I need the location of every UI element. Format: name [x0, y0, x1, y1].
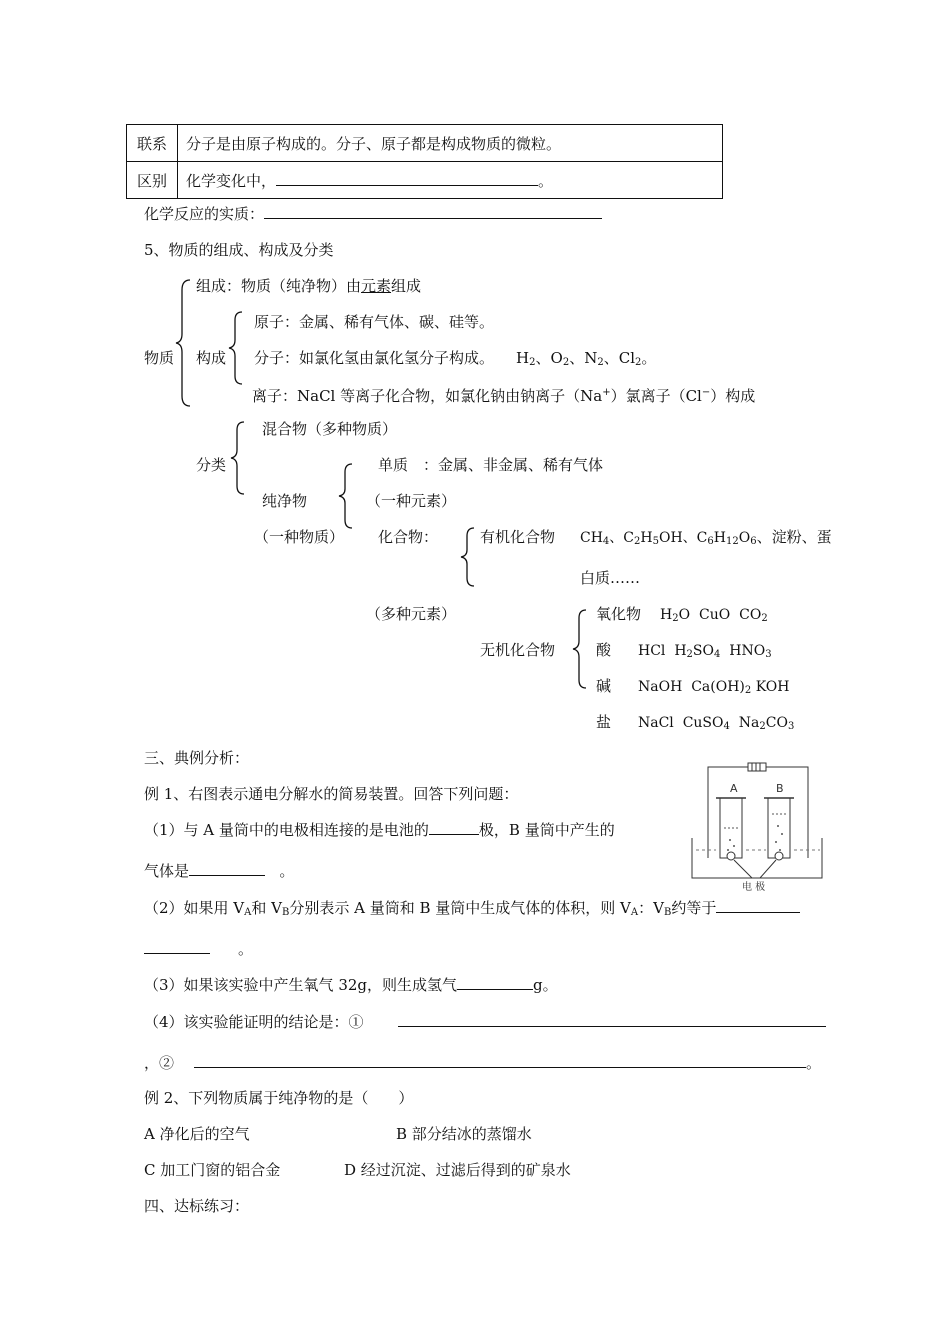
answer-blank[interactable]	[398, 1012, 826, 1027]
construction-brace-icon	[226, 310, 246, 386]
example-2-question: 例 2、下列物质属于纯净物的是（ ）	[144, 1089, 414, 1107]
example-2-option-b[interactable]: B 部分结冰的蒸馏水	[396, 1125, 532, 1143]
answer-blank[interactable]	[144, 939, 210, 954]
example-1-q4: （4）该实验能证明的结论是：①	[144, 1012, 826, 1032]
table-key-diff: 区别	[127, 162, 178, 199]
table-row	[127, 125, 723, 162]
salt-label: 盐	[596, 713, 612, 731]
comparison-table	[126, 124, 723, 199]
example-1-q1: （1）与 A 量筒中的电极相连接的是电池的 极，B 量筒中产生的	[144, 821, 615, 839]
example-1-q3: （3）如果该实验中产生氧气 32g，则生成氢气 g。	[144, 976, 558, 994]
pure-note: （一种物质）	[254, 528, 345, 546]
classification-label: 分类	[196, 456, 227, 474]
pure-label: 纯净物	[262, 492, 308, 510]
example-2-option-c[interactable]: C 加工门窗的铝合金	[144, 1161, 281, 1179]
water-trough-icon	[692, 838, 822, 878]
tube-a-icon	[716, 798, 746, 860]
element-line: 单质 ：金属、非金属、稀有气体	[378, 456, 604, 474]
base-formulas: NaOH $Ca(OH)_2$ KOH	[638, 679, 790, 696]
section-3-title: 三、典例分析：	[144, 749, 250, 767]
answer-blank[interactable]	[189, 861, 265, 876]
mixture-line: 混合物（多种物质）	[262, 420, 398, 438]
answer-blank[interactable]	[264, 204, 602, 219]
electrode-label: 电 极	[742, 882, 766, 892]
classification-brace-icon	[228, 420, 248, 496]
answer-blank[interactable]	[194, 1053, 806, 1068]
tube-a-label: A	[730, 782, 738, 795]
example-1-q2: （2）如果用 $V_A$和 $V_B$分别表示 A 量筒和 B 量筒中生成气体的体积，则 $V_A$：$V_B$约等于	[144, 898, 800, 923]
oxide-formulas: $H_2O$ CuO $CO_2$	[660, 607, 768, 624]
example-2-option-a[interactable]: A 净化后的空气	[144, 1125, 250, 1143]
battery-icon	[748, 763, 766, 771]
example-1-q2-cont: 。	[144, 939, 253, 959]
organic-label: 有机化合物	[480, 528, 556, 546]
example-2-option-d[interactable]: D 经过沉淀、过滤后得到的矿泉水	[344, 1161, 571, 1179]
composition-line: 组成：物质（纯净物）由元素组成	[196, 277, 422, 295]
answer-blank[interactable]	[276, 171, 538, 186]
organic-examples: $CH_4$、$C_2H_5OH$、$C_6H_{12}O_6$、淀粉、蛋	[580, 528, 832, 547]
inorganic-label: 无机化合物	[480, 641, 556, 659]
example-1-intro: 例 1、右图表示通电分解水的简易装置。回答下列问题：	[144, 785, 519, 803]
inorganic-brace-icon	[570, 608, 590, 690]
example-1-q1-cont: 气体是 。	[144, 862, 295, 880]
organic-examples-cont: 白质……	[580, 569, 641, 587]
answer-blank[interactable]	[429, 820, 479, 835]
molecule-line: 分子：如氯化氢由氯化氢分子构成。 $H_2$、$O_2$、$N_2$、$Cl_2$。	[254, 349, 657, 368]
section-4-title: 四、达标练习：	[144, 1197, 250, 1215]
compound-label: 化合物：	[378, 528, 439, 546]
atom-line: 原子：金属、稀有气体、碳、硅等。	[254, 313, 495, 331]
tube-b-icon	[764, 798, 794, 860]
reaction-essence-line: 化学反应的实质：	[144, 204, 602, 224]
substance-label: 物质	[144, 349, 175, 367]
construction-label: 构成	[196, 349, 227, 367]
ion-line: 离子：NaCl 等离子化合物，如氯化钠由钠离子（Na+）氯离子（Cl−）构成	[252, 387, 756, 405]
base-label: 碱	[596, 677, 612, 695]
organic-brace-icon	[458, 526, 478, 588]
pure-brace-icon	[336, 462, 356, 530]
tube-b-label: B	[776, 782, 784, 795]
table-row	[127, 162, 723, 199]
table-value-diff: 化学变化中， 。	[178, 162, 723, 199]
element-note: （一种元素）	[366, 492, 457, 510]
substance-brace-icon	[174, 278, 194, 408]
oxide-row: 氧化物	[596, 605, 642, 623]
answer-blank[interactable]	[716, 898, 800, 913]
table-key-link: 联系	[127, 125, 178, 162]
salt-formulas: NaCl CuSO$_4$ $Na_2CO_3$	[638, 715, 795, 732]
section-5-title: 5、物质的组成、构成及分类	[144, 241, 334, 259]
example-1-q4-cont: ，② 。	[144, 1054, 822, 1072]
acid-label: 酸	[596, 641, 612, 659]
table-value-link: 分子是由原子构成的。分子、原子都是构成物质的微粒。	[178, 125, 723, 162]
electrolysis-apparatus-figure	[690, 760, 825, 892]
compound-note: （多种元素）	[366, 605, 457, 623]
answer-blank[interactable]	[457, 975, 533, 990]
acid-formulas: HCl $H_2SO_4$ $HNO_3$	[638, 643, 772, 660]
